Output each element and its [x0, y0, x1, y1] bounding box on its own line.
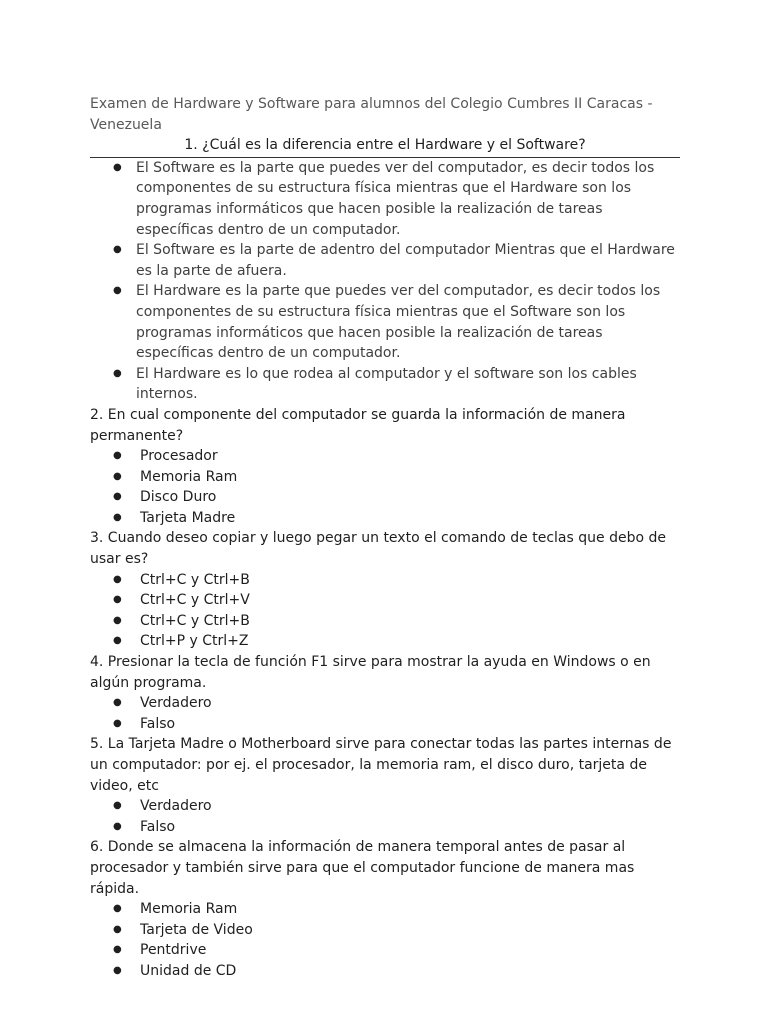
question-6-options	[90, 899, 680, 981]
list-item: ● El Software es la parte que puedes ver del computador, es decir todos los componentes de su estructura física mientras que el Hardware son los programas informáticos que hacen posible la realización de tareas específicas dentro de un computador.	[113, 159, 655, 238]
bullet-icon: ●	[113, 964, 122, 976]
bullet-icon: ●	[113, 450, 122, 462]
list-item: ● El Software es la parte de adentro del computador Mientras que el Hardware es la parte de afuera.	[113, 242, 675, 279]
bullet-icon: ●	[113, 903, 122, 915]
list-item: ● El Hardware es lo que rodea al computador y el software son los cables internos.	[113, 365, 637, 403]
bullet-icon: ●	[113, 635, 122, 647]
list-item: ● Ctrl+C y Ctrl+B	[90, 570, 680, 591]
question-2: 2. En cual componente del computador se guarda la información de manera permanente?	[90, 406, 626, 444]
bullet-icon: ●	[113, 944, 122, 956]
list-item: ● El Hardware es la parte que puedes ver del computador, es decir todos los componentes de su estructura física mientras que el Software son los programas informáticos que hacen posible la realización de tareas específicas dentro de un computador.	[113, 283, 661, 362]
question-5-options	[90, 796, 680, 837]
list-item: ● Disco Duro	[90, 487, 680, 508]
bullet-icon: ●	[113, 594, 122, 606]
list-item: ● Tarjeta de Video	[90, 920, 680, 941]
question-5: 5. La Tarjeta Madre o Motherboard sirve para conectar todas las partes internas de un computador: por ej. el procesador, la memoria ram, el disco duro, tarjeta de video, etc	[90, 736, 672, 794]
bullet-icon: ●	[113, 244, 122, 256]
question-1: 1. ¿Cuál es la diferencia entre el Hardware y el Software?	[90, 135, 680, 158]
bullet-icon: ●	[113, 367, 122, 379]
question-4: 4. Presionar la tecla de función F1 sirve para mostrar la ayuda en Windows o en algún programa.	[90, 654, 651, 691]
bullet-icon: ●	[113, 161, 122, 173]
question-3: 3. Cuando deseo copiar y luego pegar un texto el comando de teclas que debo de usar es?	[90, 530, 666, 568]
list-item: ● Memoria Ram	[90, 467, 680, 488]
list-item: ● Ctrl+C y Ctrl+V	[90, 590, 680, 611]
list-item: ● Memoria Ram	[90, 899, 680, 920]
list-item: ● Pentdrive	[90, 940, 680, 961]
list-item: ● Tarjeta Madre	[90, 508, 680, 529]
bullet-icon: ●	[113, 491, 122, 503]
question-3-options	[90, 570, 680, 652]
bullet-icon: ●	[113, 614, 122, 626]
exam-document	[90, 94, 680, 982]
bullet-icon: ●	[113, 717, 122, 729]
bullet-icon: ●	[113, 800, 122, 812]
list-item: ● Verdadero	[90, 693, 680, 714]
list-item: ● Ctrl+P y Ctrl+Z	[90, 631, 680, 652]
list-item: ● Procesador	[90, 446, 680, 467]
question-6: 6. Donde se almacena la información de manera temporal antes de pasar al procesador y también sirve para que el computador funcione de manera mas rápida.	[90, 839, 635, 897]
question-1-options	[90, 158, 680, 405]
list-item: ● Verdadero	[90, 796, 680, 817]
list-item: ● Ctrl+C y Ctrl+B	[90, 611, 680, 632]
bullet-icon: ●	[113, 820, 122, 832]
exam-title: Examen de Hardware y Software para alumnos del Colegio Cumbres II Caracas - Venezuela	[90, 96, 653, 133]
list-item: ● Falso	[90, 714, 680, 735]
bullet-icon: ●	[113, 511, 122, 523]
question-2-options	[90, 446, 680, 528]
question-4-options	[90, 693, 680, 734]
bullet-icon: ●	[113, 285, 122, 297]
bullet-icon: ●	[113, 697, 122, 709]
list-item: ● Falso	[90, 817, 680, 838]
list-item: ● Unidad de CD	[90, 961, 680, 982]
bullet-icon: ●	[113, 470, 122, 482]
bullet-icon: ●	[113, 923, 122, 935]
bullet-icon: ●	[113, 573, 122, 585]
